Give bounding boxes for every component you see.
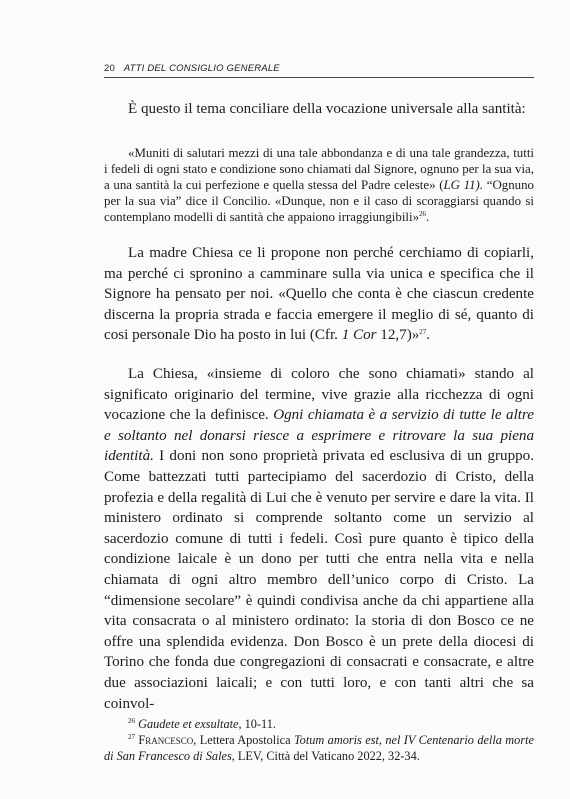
paragraph-1: È questo il tema conciliare della vocazione universale alla santità: — [128, 101, 526, 117]
paragraph-2-text-2: 12,7)» — [376, 327, 420, 344]
running-header — [104, 63, 534, 78]
quote-reference: LG 11). — [443, 178, 484, 192]
footnote-ref-26[interactable]: 26 — [419, 210, 427, 218]
footnote-title: Gaudete et exsultate — [138, 717, 239, 731]
paragraph-3-text-1: La Chiesa, «insieme di coloro che sono chiamati» stando al significato originario del termine, vive grazie alla ricchezza di ogni vocazione che la definisce. — [104, 366, 534, 424]
footnote-text: , Lettera Apostolica — [193, 733, 294, 747]
footnote-author: Francesco — [138, 733, 194, 747]
footnote-26 — [104, 716, 534, 732]
quote-end: . — [426, 210, 430, 224]
page-number: 20 — [104, 63, 115, 74]
footnote-text: , LEV, Città del Vaticano 2022, 32-34. — [231, 749, 420, 763]
footnote-text: , 10-11. — [238, 717, 276, 731]
running-title: ATTI DEL CONSIGLIO GENERALE — [123, 63, 280, 74]
footnote-ref-27[interactable]: 27 — [419, 328, 427, 337]
footnote-number: 27 — [128, 733, 135, 741]
footnote-number: 26 — [128, 717, 135, 725]
paragraph-2 — [104, 243, 534, 346]
quote-text-1: «Muniti di salutari mezzi di una tale abbondanza e di una tale grandezza, tutti i fedeli di ogni stato e condizione sono chiamati dal Signore, ognuno per la sua via, a una santità la cui perfezione e quella stessa del Padre celeste» ( — [104, 146, 534, 192]
footnote-divider — [104, 707, 214, 708]
quote-text-2: “Ognuno per la sua via” dice il Concilio. «Dunque, non e il caso di scoraggiarsi quando si contemplano modelli di santità che appaiono irraggiungibili» — [104, 178, 534, 224]
bible-reference: 1 Cor — [341, 327, 377, 344]
footnote-27 — [104, 732, 534, 764]
footnote-title: Totum amoris est, nel IV Centenario della morte di San Francesco di Sales — [104, 733, 534, 763]
footnotes — [104, 716, 534, 764]
paragraph-2-text-1: La madre Chiesa ce li propone non perché cerchiamo di copiarli, ma perché ci spronino a camminare sulla via unica e specifica che il Signore ha pensato per noi. «Quello che conta è che ciascun credente discerna la propria strada e faccia emergere il meglio di sé, quanto di cosi personale Dio ha posto in lui (Cfr. — [104, 245, 534, 344]
block-quote — [104, 145, 534, 225]
paragraph-3-emphasis: Ogni chiamata è a servizio di tutte le altre e soltanto nel donarsi riesce a esprimere e ritrovare la sua piena identità. — [104, 407, 534, 465]
paragraph-3-text-2: I doni non sono proprietà privata ed esclusiva di un gruppo. Come battezzati tutti partecipiamo del sacerdozio di Cristo, della profezia e della regalità di Lui che è venuto per servire e dare la vita. Il ministero ordinato si comprende soltanto come un servizio al sacerdozio comune di tutti i fedeli. Così pure quanto è tipico della condizione laicale è un dono per tutti che entra nella vita e nella chiamata di ogni altro membro dell’unico corpo di Cristo. La “dimensione secolare” è quindi condivisa anche da chi appartiene alla vita consacrata o al ministero ordinato: la storia di don Bosco ce ne offre una splendida evidenza. Don Bosco è un prete della diocesi di Torino che fonda due congregazioni di consacrati e consacrate, e altre due associazioni laicali; e con tutti loro, e con tanti altri che sa coinvol- — [104, 448, 534, 712]
paragraph-2-end: . — [426, 327, 431, 344]
paragraph-3 — [104, 364, 534, 714]
